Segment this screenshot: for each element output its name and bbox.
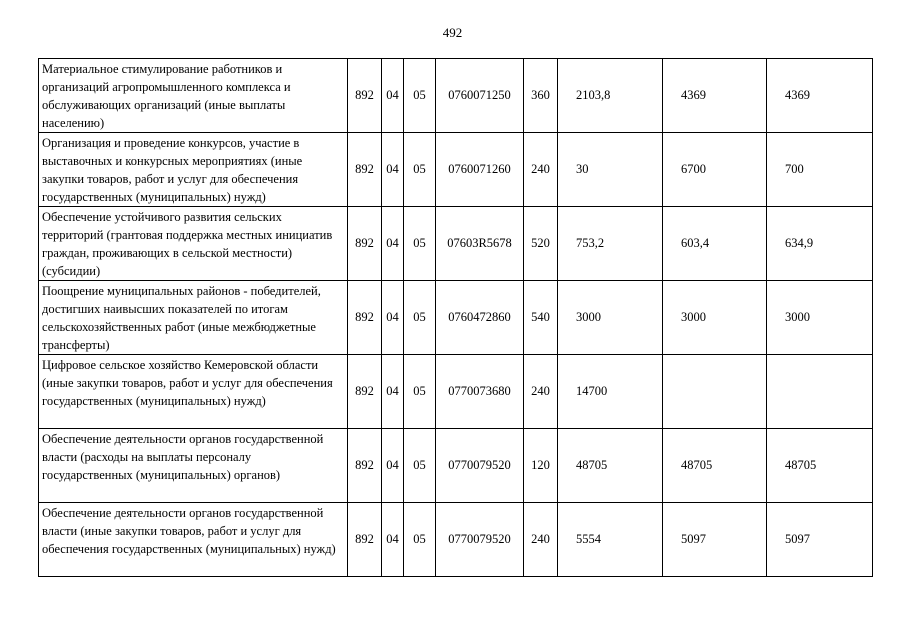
amount-year-3-cell: 634,9 <box>767 207 873 281</box>
budget-table <box>38 58 873 577</box>
amount-year-3-cell: 4369 <box>767 59 873 133</box>
page-number: 492 <box>442 25 463 40</box>
expense-name-cell: Организация и проведение конкурсов, участие в выставочных и конкурсных мероприятиях (иные закупки товаров, работ и услуг для обеспечения государственных (муниципальных) нужд) <box>39 133 348 207</box>
subsection-code-cell: 05 <box>404 355 436 429</box>
amount-year-2-cell: 6700 <box>663 133 767 207</box>
amount-year-3-cell: 5097 <box>767 503 873 577</box>
amount-year-1-cell: 5554 <box>558 503 663 577</box>
amount-year-2-cell: 603,4 <box>663 207 767 281</box>
expense-type-cell: 540 <box>524 281 558 355</box>
subsection-code-cell: 05 <box>404 429 436 503</box>
expense-name-cell: Поощрение муниципальных районов - победителей, достигших наивысших показателей по итогам сельскохозяйственных работ (иные межбюджетные трансферты) <box>39 281 348 355</box>
table-body <box>39 59 873 577</box>
table-row <box>39 59 873 133</box>
ministry-code-cell: 892 <box>348 207 382 281</box>
section-code-cell: 04 <box>382 133 404 207</box>
section-code-cell: 04 <box>382 429 404 503</box>
table-row <box>39 281 873 355</box>
amount-year-1-cell: 3000 <box>558 281 663 355</box>
amount-year-1-cell: 30 <box>558 133 663 207</box>
table-row <box>39 503 873 577</box>
expense-type-cell: 240 <box>524 503 558 577</box>
target-article-cell: 0760071250 <box>436 59 524 133</box>
amount-year-1-cell: 753,2 <box>558 207 663 281</box>
ministry-code-cell: 892 <box>348 355 382 429</box>
ministry-code-cell: 892 <box>348 133 382 207</box>
table-row <box>39 429 873 503</box>
target-article-cell: 0770073680 <box>436 355 524 429</box>
subsection-code-cell: 05 <box>404 503 436 577</box>
table-row <box>39 207 873 281</box>
table-row <box>39 133 873 207</box>
expense-name-cell: Цифровое сельское хозяйство Кемеровской области (иные закупки товаров, работ и услуг для обеспечения государственных (муниципальных) нужд) <box>39 355 348 429</box>
ministry-code-cell: 892 <box>348 429 382 503</box>
amount-year-3-cell: 3000 <box>767 281 873 355</box>
subsection-code-cell: 05 <box>404 207 436 281</box>
subsection-code-cell: 05 <box>404 133 436 207</box>
ministry-code-cell: 892 <box>348 59 382 133</box>
amount-year-2-cell: 48705 <box>663 429 767 503</box>
amount-year-2-cell: 5097 <box>663 503 767 577</box>
expense-name-cell: Обеспечение деятельности органов государственной власти (расходы на выплаты персоналу государственных (муниципальных) органов) <box>39 429 348 503</box>
expense-name-cell: Обеспечение деятельности органов государственной власти (иные закупки товаров, работ и услуг для обеспечения государственных (муниципальных) нужд) <box>39 503 348 577</box>
amount-year-1-cell: 2103,8 <box>558 59 663 133</box>
subsection-code-cell: 05 <box>404 281 436 355</box>
expense-type-cell: 360 <box>524 59 558 133</box>
section-code-cell: 04 <box>382 503 404 577</box>
amount-year-3-cell <box>767 355 873 429</box>
amount-year-3-cell: 48705 <box>767 429 873 503</box>
ministry-code-cell: 892 <box>348 281 382 355</box>
target-article-cell: 0760071260 <box>436 133 524 207</box>
target-article-cell: 0770079520 <box>436 429 524 503</box>
section-code-cell: 04 <box>382 281 404 355</box>
target-article-cell: 0770079520 <box>436 503 524 577</box>
expense-type-cell: 240 <box>524 133 558 207</box>
amount-year-2-cell: 3000 <box>663 281 767 355</box>
amount-year-2-cell <box>663 355 767 429</box>
target-article-cell: 07603R5678 <box>436 207 524 281</box>
subsection-code-cell: 05 <box>404 59 436 133</box>
section-code-cell: 04 <box>382 355 404 429</box>
section-code-cell: 04 <box>382 59 404 133</box>
section-code-cell: 04 <box>382 207 404 281</box>
target-article-cell: 0760472860 <box>436 281 524 355</box>
expense-type-cell: 520 <box>524 207 558 281</box>
ministry-code-cell: 892 <box>348 503 382 577</box>
amount-year-1-cell: 14700 <box>558 355 663 429</box>
amount-year-1-cell: 48705 <box>558 429 663 503</box>
expense-name-cell: Обеспечение устойчивого развития сельских территорий (грантовая поддержка местных инициатив граждан, проживающих в сельской местности) (субсидии) <box>39 207 348 281</box>
expense-type-cell: 120 <box>524 429 558 503</box>
expense-name-cell: Материальное стимулирование работников и организаций агропромышленного комплекса и обслуживающих организаций (иные выплаты населению) <box>39 59 348 133</box>
table-row <box>39 355 873 429</box>
amount-year-2-cell: 4369 <box>663 59 767 133</box>
amount-year-3-cell: 700 <box>767 133 873 207</box>
expense-type-cell: 240 <box>524 355 558 429</box>
